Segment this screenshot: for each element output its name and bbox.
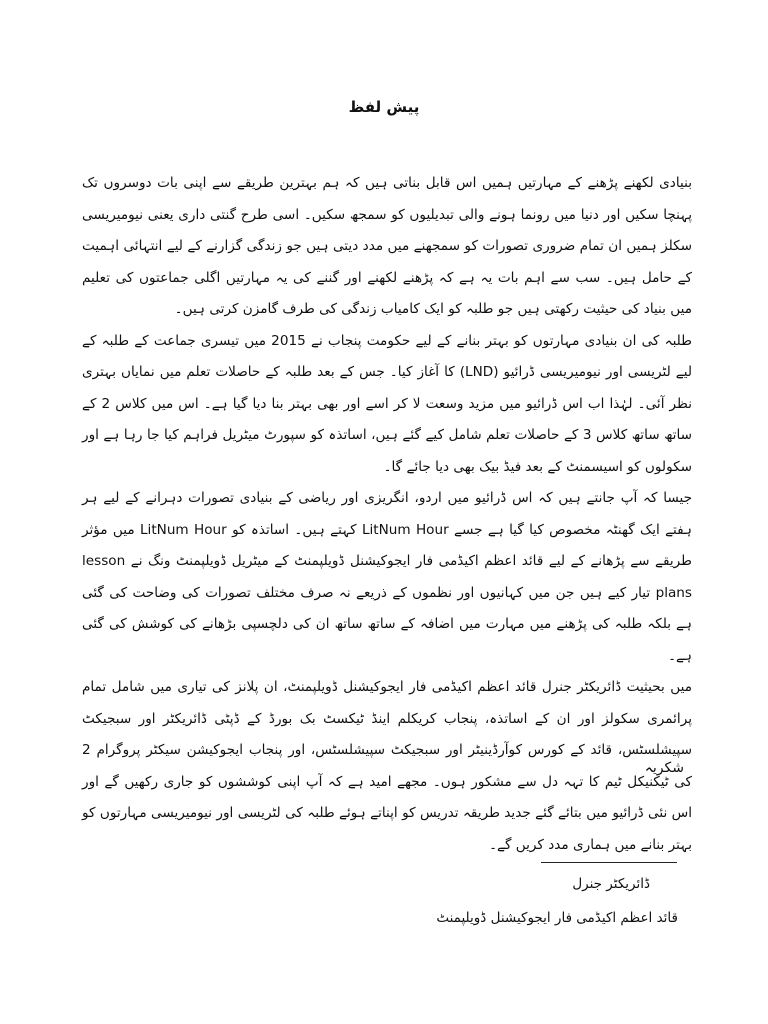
closing-thanks: شکریہ	[644, 760, 684, 776]
body-text	[82, 168, 692, 861]
paragraph-acknowledgement: میں بحیثیت ڈائریکٹر جنرل قائد اعظم اکیڈمی فار ایجوکیشنل ڈویلپمنٹ، ان پلانز کی تیاری میں شامل تمام پرائمری سکولز اور ان کے اساتذہ، پنجاب کریکلم اینڈ ٹیکسٹ بک بورڈ کے ڈپٹی ڈائریکٹر اور سبجیکٹ سپیشلسٹس، قائد کے کورس کوآرڈینیٹر اور سبجیکٹ سپیشلسٹس، اور پنجاب ایجوکیشن سیکٹر پروگرام 2 کی ٹیکنیکل ٹیم کا تہہ دل سے مشکور ہوں۔ مجھے امید ہے کہ آپ اپنی کوششوں کو جاری رکھیں گے اور اس نئی ڈرائیو میں بتائے گئے جدید طریقہ تدریس کو اپناتے ہوئے طلبہ کی لٹریسی اور نیومیریسی مہارتوں کو بہتر بنانے میں ہماری مدد کریں گے۔	[82, 679, 692, 853]
signature-title: ڈائریکٹر جنرل	[572, 876, 650, 892]
signature-organization: قائد اعظم اکیڈمی فار ایجوکیشنل ڈویلپمنٹ	[436, 910, 678, 926]
paragraph-intro: بنیادی لکھنے پڑھنے کے مہارتیں ہمیں اس قابل بناتی ہیں کہ ہم بہترین طریقے سے اپنی بات دوسروں تک پہنچا سکیں اور دنیا میں رونما ہونے والی تبدیلیوں کو سمجھ سکیں۔ اسی طرح گنتی داری یعنی نیومیریسی سکلز ہمیں ان تمام ضروری تصورات کو سمجھنے میں مدد دیتی ہیں جو زندگی گزارنے کے لیے انتہائی اہمیت کے حامل ہیں۔ سب سے اہم بات یہ ہے کہ پڑھنے لکھنے اور گننے کی یہ مہارتیں اگلی جماعتوں کی تعلیم میں بنیاد کی حیثیت رکھتی ہیں جو طلبہ کو ایک کامیاب زندگی کی طرف گامزن کرتی ہیں۔	[82, 175, 692, 317]
page-title: پیش لفظ	[348, 98, 420, 116]
paragraph-lnd: طلبہ کی ان بنیادی مہارتوں کو بہتر بنانے کے لیے حکومت پنجاب نے 2015 میں تیسری جماعت کے طلبہ کے لیے لٹریسی اور نیومیریسی ڈرائیو (LND) کا آغاز کیا۔ جس کے بعد طلبہ کے حاصلات تعلم میں نمایاں بہتری نظر آئی۔ لہٰذا اب اس ڈرائیو میں مزید وسعت لا کر اسے اور بھی بہتر بنا دیا گیا ہے۔ اس میں کلاس 2 کے ساتھ ساتھ کلاس 3 کے حاصلات تعلم شامل کیے گئے ہیں، اساتذہ کو سپورٹ میٹریل فراہم کیا جا رہا ہے اور سکولوں کو اسیسمنٹ کے بعد فیڈ بیک بھی دیا جائے گا۔	[82, 332, 692, 475]
paragraph-litnum-hour: جیسا کہ آپ جانتے ہیں کہ اس ڈرائیو میں اردو، انگریزی اور ریاضی کے بنیادی تصورات دہرانے کے لیے ہر ہفتے ایک گھنٹہ مخصوص کیا گیا ہے جسے LitNum Hour کہتے ہیں۔ اساتذہ کو LitNum Hour میں مؤثر طریقے سے پڑھانے کے لیے قائد اعظم اکیڈمی فار ایجوکیشنل ڈویلپمنٹ کے میٹریل ڈویلپمنٹ ونگ نے lesson plans تیار کیے ہیں جن میں کہانیوں اور نظموں کے ذریعے نہ صرف مختلف تصورات کی وضاحت کی گئی ہے بلکہ طلبہ کی پڑھنے میں مہارت میں اضافہ کے ساتھ ساتھ ان کی دلچسپی بڑھانے کی کوشش کی گئی ہے۔	[82, 490, 692, 664]
signature-line	[541, 862, 677, 863]
